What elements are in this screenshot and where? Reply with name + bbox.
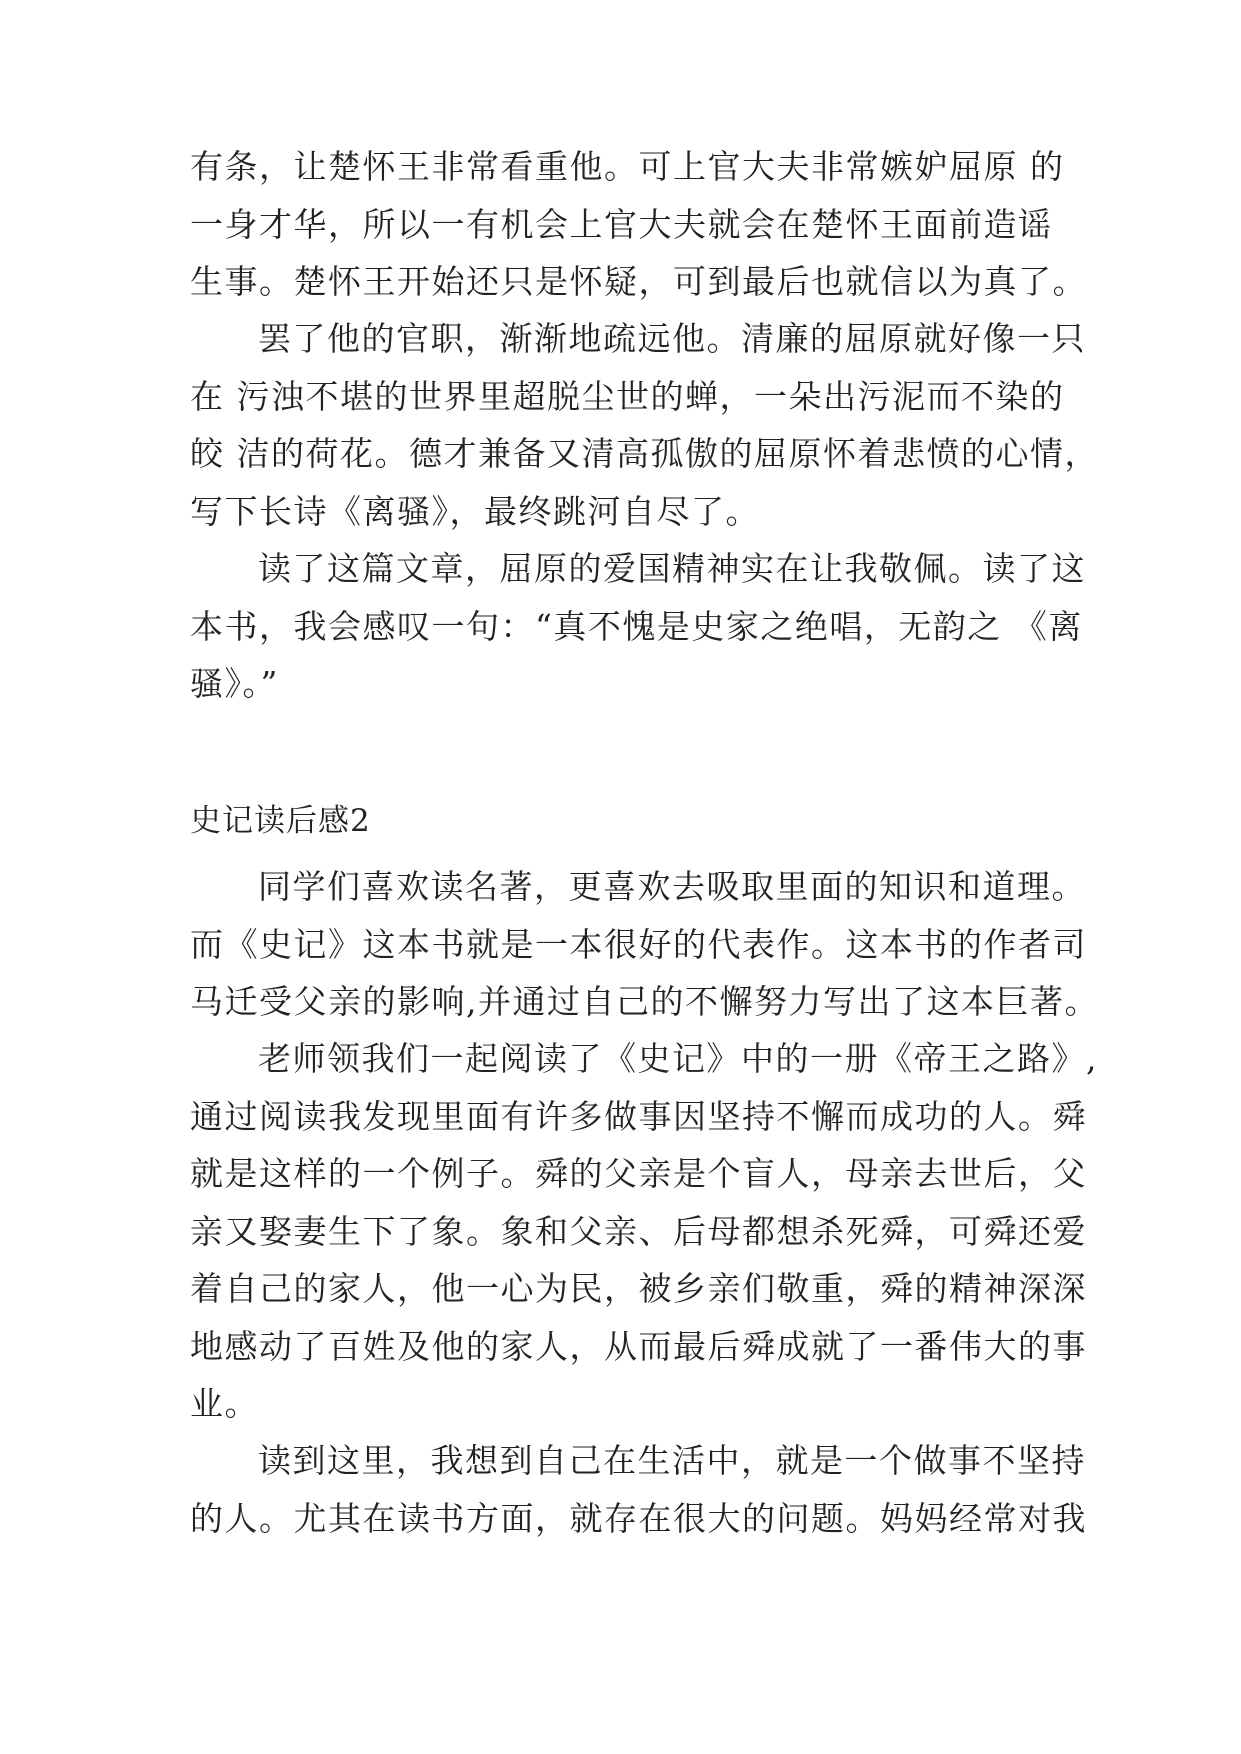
- text-line: 有条，让楚怀王非常看重他。可上官大夫非常嫉妒屈原 的: [190, 147, 1065, 186]
- text-line: 着自己的家人，他一心为民，被乡亲们敬重，舜的精神深深: [190, 1269, 1087, 1308]
- text-line: 的人。尤其在读书方面，就存在很大的问题。妈妈经常对我: [190, 1498, 1087, 1538]
- text-line: 本书，我会感叹一句：“真不愧是史家之绝唱，无韵之 《离: [190, 606, 1083, 646]
- paragraph-reflection: [190, 540, 1086, 713]
- text-line: 同学们喜欢读名著，更喜欢去吸取里面的知识和道理。: [258, 867, 1086, 906]
- text-line: 皎 洁的荷花。德才兼备又清高孤傲的屈原怀着悲愤的心情，: [190, 434, 1099, 473]
- text-line: 读到这里，我想到自己在生活中，就是一个做事不坚持: [258, 1441, 1086, 1480]
- text-line: 写下长诗《离骚》，最终跳河自尽了。: [190, 491, 760, 531]
- paragraph-continuation: [190, 138, 1087, 311]
- text-line: 老师领我们一起阅读了《史记》中的一册《帝王之路》,: [258, 1039, 1098, 1078]
- text-line: 地感动了百姓及他的家人，从而最后舜成就了一番伟大的事: [190, 1326, 1087, 1366]
- text-line: 一身才华，所以一有机会上官大夫就会在楚怀王面前造谣: [190, 204, 1053, 244]
- paragraph-shun-story: [190, 1030, 1098, 1433]
- text-line: 就是这样的一个例子。舜的父亲是个盲人，母亲去世后，父: [190, 1154, 1087, 1193]
- text-line: 骚》。”: [190, 664, 279, 703]
- text-line: 亲又娶妻生下了象。象和父亲、后母都想杀死舜，可舜还爱: [190, 1211, 1087, 1251]
- text-line: 通过阅读我发现里面有许多做事因坚持不懈而成功的人。舜: [190, 1096, 1087, 1136]
- text-line: 业。: [190, 1384, 259, 1423]
- text-line: 马迁受父亲的影响,并通过自己的不懈努力写出了这本巨著。: [190, 982, 1099, 1021]
- text-line: 而《史记》这本书就是一本很好的代表作。这本书的作者司: [190, 924, 1087, 964]
- text-line: 罢了他的官职，渐渐地疏远他。清廉的屈原就好像一只: [258, 319, 1086, 358]
- paragraph-self-reflection: [190, 1432, 1087, 1547]
- text-line: 生事。楚怀王开始还只是怀疑，可到最后也就信以为真了。: [190, 262, 1087, 301]
- paragraph-dismissal: [190, 310, 1099, 540]
- section-heading: 史记读后感2: [190, 803, 371, 839]
- text-line: 在 污浊不堪的世界里超脱尘世的蝉，一朵出污泥而不染的: [190, 376, 1065, 416]
- text-line: 读了这篇文章，屈原的爱国精神实在让我敬佩。读了这: [258, 549, 1086, 588]
- paragraph-intro: [190, 858, 1099, 1031]
